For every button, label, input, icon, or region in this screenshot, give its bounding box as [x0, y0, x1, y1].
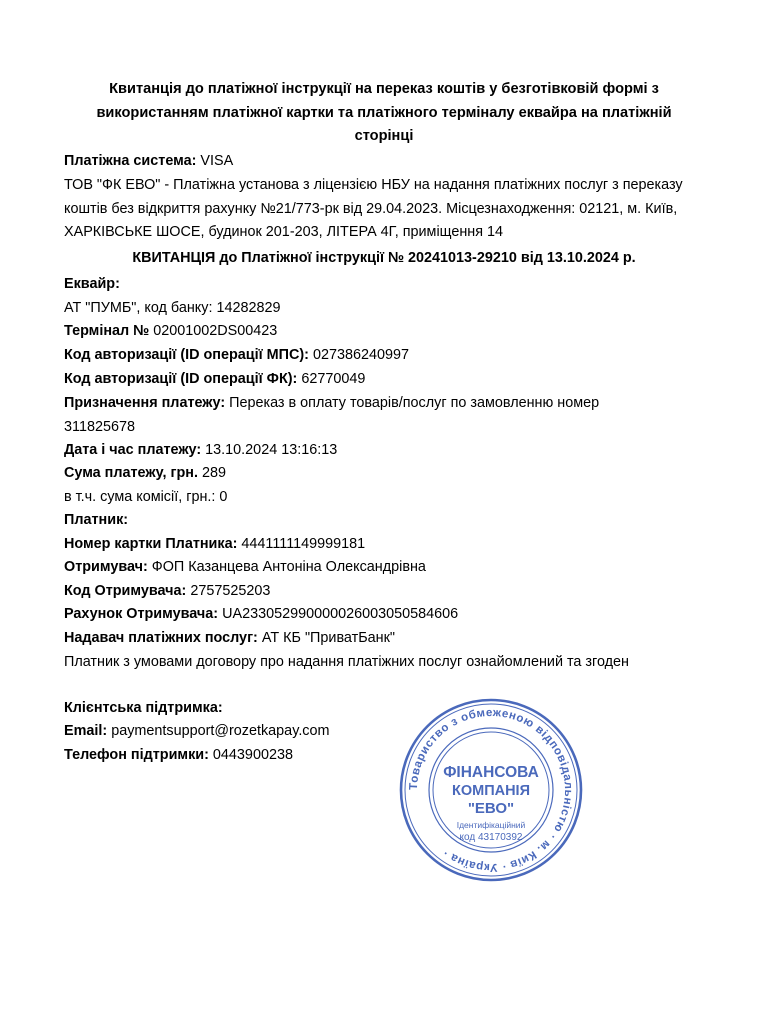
document-title: Квитанція до платіжної інструкції на переказ коштів у безготівковій формі з використанням платіжної картки та платіжного терміналу еквайра на платіжній сторінці [96, 81, 672, 144]
card-label: Номер картки Платника: [64, 536, 238, 552]
card-row [64, 533, 365, 557]
institution-info: ТОВ "ФК ЕВО" - Платіжна установа з ліцензією НБУ на надання платіжних послуг з переказу коштів без відкриття рахунку №21/773-рк від 29.04.2023. Місцезнаходження: 02121, м. Київ, ХАРКІВСЬКЕ ШОСЕ, будинок 201-203, ЛІТЕРА 4Г, приміщення 14 [64, 177, 683, 240]
terminal-value: 02001002DS00423 [153, 323, 278, 339]
recipient-code-value: 2757525203 [190, 583, 271, 599]
datetime-value: 13.10.2024 13:16:13 [205, 442, 338, 458]
seal-line-2: КОМПАНІЯ [451, 783, 531, 799]
auth-fk-label: Код авторизації (ID операції ФК): [64, 371, 298, 387]
recipient-value: ФОП Казанцева Антоніна Олександрівна [151, 559, 426, 575]
recipient-label: Отримувач: [64, 559, 148, 575]
auth-fk-row [64, 368, 365, 392]
support-phone-row [64, 744, 293, 768]
support-phone-value: 0443900238 [212, 747, 293, 763]
recipient-account-label: Рахунок Отримувача: [64, 606, 219, 622]
receipt-heading: КВИТАНЦІЯ до Платіжної інструкції № 20241013-29210 від 13.10.2024 р. [132, 250, 636, 266]
seal-line-3: "ЕВО" [467, 800, 515, 817]
support-email-label: Email: [64, 723, 108, 739]
support-phone-label: Телефон підтримки: [64, 747, 209, 763]
payment-system-label: Платіжна система: [64, 153, 197, 169]
support-heading: Клієнтська підтримка: [64, 700, 223, 716]
agreement-text: Платник з умовами договору про надання платіжних послуг ознайомлений та згоден [64, 654, 629, 670]
recipient-row [64, 556, 426, 580]
provider-value: АТ КБ "ПриватБанк" [261, 630, 395, 646]
auth-fk-value: 62770049 [301, 371, 366, 387]
amount-label: Сума платежу, грн. [64, 465, 198, 481]
card-value: 4441111149999181 [241, 536, 366, 552]
provider-row [64, 627, 395, 651]
seal-ring-text: Товариство з обмеженою відповідальністю · м. Київ · Україна · [407, 706, 575, 874]
datetime-row [64, 439, 337, 463]
provider-label: Надавач платіжних послуг: [64, 630, 258, 646]
acquirer-value: АТ "ПУМБ", код банку: 14282829 [64, 300, 281, 316]
recipient-code-row [64, 580, 270, 604]
commission-row: в т.ч. сума комісії, грн.: 0 [64, 489, 228, 505]
purpose-row [64, 392, 664, 439]
payment-system-row [64, 150, 233, 174]
seal-line-1: ФІНАНСОВА [443, 764, 539, 781]
seal-line-5: код 43170392 [459, 832, 523, 843]
purpose-label: Призначення платежу: [64, 395, 226, 411]
seal-line-4: Ідентифікаційний [456, 820, 526, 830]
terminal-row [64, 320, 277, 344]
terminal-label: Термінал № [64, 323, 150, 339]
recipient-account-value: UA233052990000026003050584606 [222, 606, 459, 622]
auth-mps-label: Код авторизації (ID операції МПС): [64, 347, 309, 363]
datetime-label: Дата і час платежу: [64, 442, 202, 458]
support-email-value: paymentsupport@rozetkapay.com [111, 723, 330, 739]
purpose-value: Переказ в оплату товарів/послуг по замовленню номер 311825678 [64, 395, 600, 435]
payment-system-value: VISA [200, 153, 234, 169]
recipient-account-row [64, 603, 458, 627]
acquirer-label: Еквайр: [64, 276, 120, 292]
amount-row [64, 462, 226, 486]
company-seal-stamp [398, 697, 584, 883]
amount-value: 289 [201, 465, 226, 481]
auth-mps-row [64, 344, 409, 368]
recipient-code-label: Код Отримувача: [64, 583, 187, 599]
support-email-row [64, 720, 330, 744]
auth-mps-value: 027386240997 [312, 347, 410, 363]
payer-label: Платник: [64, 512, 129, 528]
